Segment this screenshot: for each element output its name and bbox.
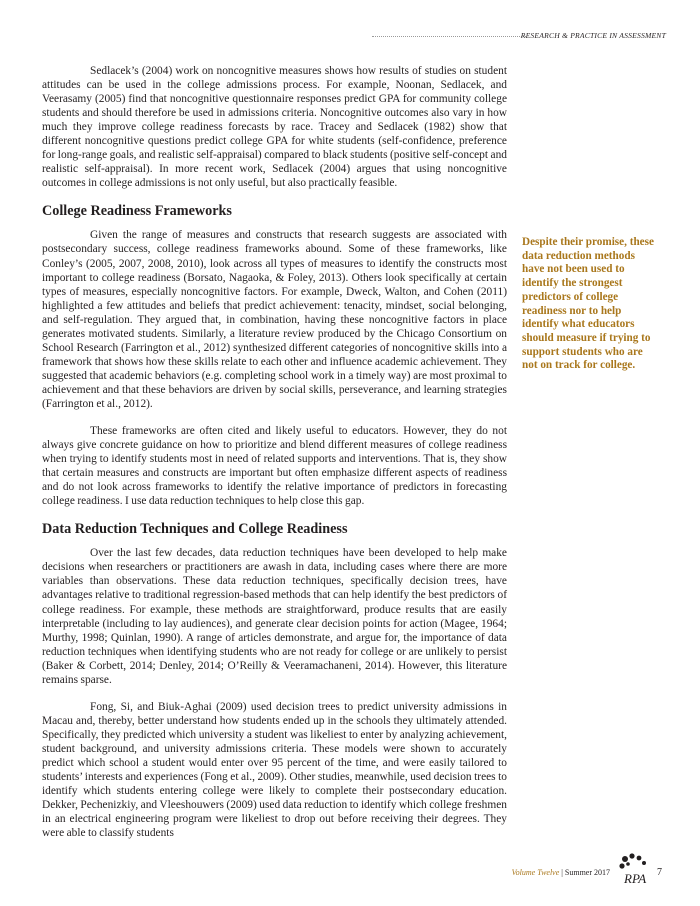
- pull-quote: Despite their promise, these data reduction methods have not been used to identify the strongest predictors of college readiness nor to help identify what educators should measure if trying to support students who are not on track for college.: [522, 236, 654, 372]
- footer-separator: |: [559, 868, 565, 877]
- body-paragraph: These frameworks are often cited and likely useful to educators. However, they do not always give concrete guidance on how to prioritize and blend different measures of college readiness when trying to identify students most in need of related supports and interventions. That is, they show that certain measures and constructs are important but often emphasize different aspects of readiness and do not look across frameworks to identify the relative importance of predictors in forecasting college readiness. I use data reduction techniques to help close this gap.: [42, 425, 507, 508]
- body-paragraph: Over the last few decades, data reduction techniques have been developed to help make decisions when researchers or practitioners are awash in data, including cases where there are more variables than observations. These data reduction techniques, specifically decision trees, have advantages relative to traditional regression-based methods that can help identify the best predictors of college readiness. For example, these methods are straightforward, produce results that are easily interpretable (including to lay audiences), and generate clear decision points for action (Magee, 1964; Murthy, 1998; Quinlan, 1990). A range of articles demonstrate, and argue for, the importance of data reduction techniques when identifying students who are not ready for college or are unlikely to persist (Baker & Corbett, 2014; Denley, 2014; O’Reilly & Veeramachaneni, 2014). However, this literature remains sparse.: [42, 547, 507, 686]
- running-title: RESEARCH & PRACTICE IN ASSESSMENT: [520, 31, 666, 40]
- body-paragraph: Fong, Si, and Biuk-Aghai (2009) used decision trees to predict university admissions in Macau and, thereby, better understand how students ended up in the schools they ultimately attended. Specifically, they predicted which university a student was likeliest to enter by analyzing achievement, student background, and university admissions criteria. These models were shown to accurately predict which school a student would enter over 95 percent of the time, and were easily tailored to students’ interests and experiences (Fong et al., 2009). Other studies, meanwhile, used decision trees to identify which students entering college were likely to complete their postsecondary education. Dekker, Pechenizkiy, and Vleeshouwers (2009) used data reduction to identify which college freshmen in an electrical engineering program were likeliest to drop out before receiving their degrees. They were able to classify students: [42, 700, 507, 840]
- footer-issue: Summer 2017: [564, 868, 610, 877]
- section-heading: College Readiness Frameworks: [42, 203, 232, 220]
- rpa-logo-icon: [618, 853, 652, 887]
- page-number: 7: [657, 867, 662, 878]
- header-dotted-rule: [372, 36, 526, 37]
- section-heading: Data Reduction Techniques and College Readiness: [42, 521, 348, 538]
- running-header: [372, 30, 666, 44]
- body-paragraph: Sedlacek’s (2004) work on noncognitive measures shows how results of studies on student attitudes can be used in the college admissions process. For example, Noonan, Sedlacek, and Veerasamy (2005) find that noncognitive questionnaire responses predict GPA for community college students and should therefore be used in admissions criteria. Noncognitive outcomes also vary in how much they improve college readiness forecasts by race. Tracey and Sedlacek (1982) show that different noncognitive questions predict college GPA for white students (self-confidence, preference for long-range goals, and realistic self-appraisal) compared to black students (positive self-concept and realistic self-appraisal). In more recent work, Sedlacek (2004) argues that using noncognitive outcomes in college admissions is not only useful, but also practically feasible.: [42, 65, 507, 190]
- svg-text:RPA: RPA: [624, 871, 647, 886]
- article-body: [42, 64, 507, 853]
- body-paragraph: Given the range of measures and constructs that research suggests are associated with postsecondary success, college readiness frameworks abound. Some of these frameworks, like Conley’s (2005, 2007, 2008, 2010), look across all types of measures to identify the constructs most important to college readiness (Borsato, Nagaoka, & Foley, 2013). Others look specifically at certain types of measures, especially noncognitive factors. For example, Dweck, Walton, and Cohen (2011) highlighted a few attitudes and beliefs that predict achievement: tenacity, mindset, social belonging, and self-regulation. They argued that, in combination, having these noncognitive factors in place generates motivated students. Similarly, a literature review produced by the Chicago Consortium on School Research (Farrington et al., 2012) synthesized different categories of noncognitive skills into a framework that shows how these skills relate to each other and influence academic achievement. They suggested that academic behaviors (e.g. completing school work in a timely way) are most proximal to achievement and that these behaviors are driven by social skills, perseverance, and learning strategies (Farrington et al., 2012).: [42, 229, 507, 410]
- footer-volume: Volume Twelve: [511, 868, 560, 877]
- page-footer: [512, 868, 610, 877]
